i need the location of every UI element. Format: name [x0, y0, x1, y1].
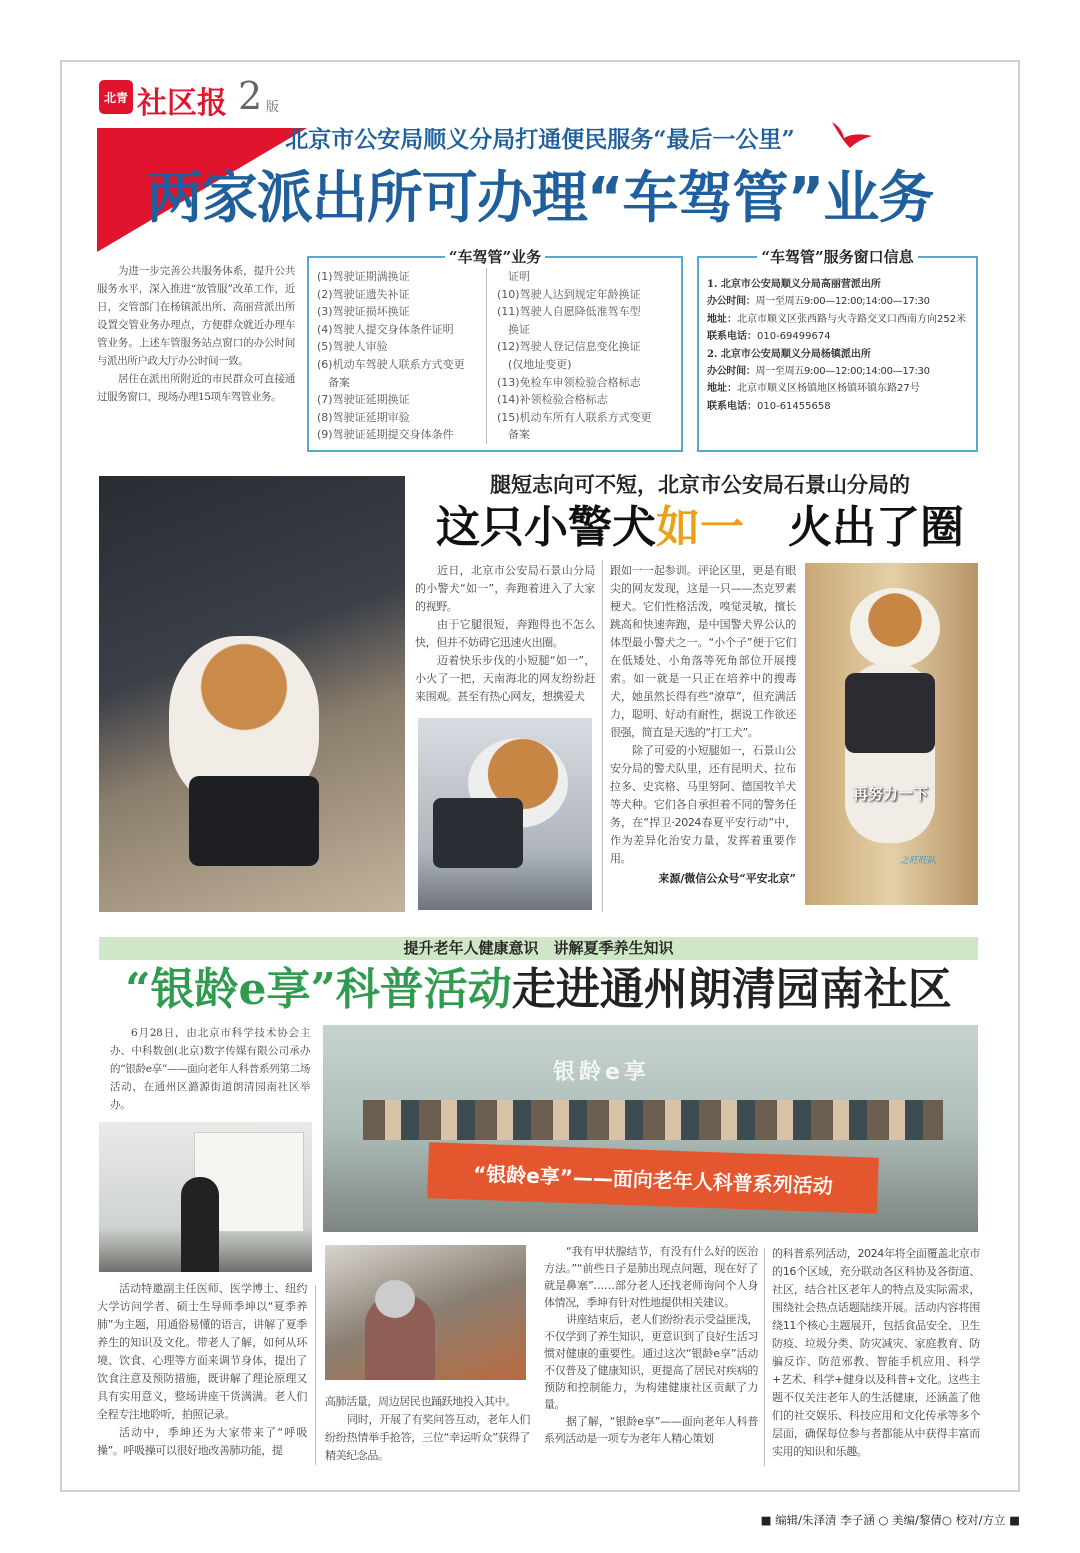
audience-photo [325, 1245, 526, 1380]
page-number: 2 [238, 74, 263, 118]
article1-body [97, 262, 295, 406]
service-item: (仅地址变更) [497, 357, 572, 371]
paragraph: 为进一步完善公共服务体系，提升公共服务水平，深入推进“放管服”改革工作，近日，交管部门在杨镇派出所、高丽营派出所设置交管业务办理点，方便群众就近办理车管业务。上述车管服务站点窗口的办公时间与派出所户政大厅办公时间一致。 [97, 265, 295, 367]
service-item: (9)驾驶证延期提交身体条件 [317, 428, 454, 442]
value: 010-61455658 [757, 400, 831, 412]
service-item: (10)驾驶人达到规定年龄换证 [497, 287, 641, 301]
paragraph: 的科普系列活动，2024年将全面覆盖北京市的16个区域，充分联动各区科协及各街道、社区，结合社区老年人的特点及实际需求，围绕社会热点话题陆续开展。活动内容将围绕11个核心主题展开，包括食品安全、卫生防疫、垃圾分类、防灾减灾、家庭教育、防骗反诈、防范邪教、智能手机应用、科学+艺术、科学+健身以及科普+文化。这些主题不仅关注老年人的生活健康，还涵盖了他们的社交娱乐、科技应用和文化传承等多个层面，确保每位参与者都能从中获得丰富而实用的知识和乐趣。 [772, 1247, 980, 1458]
headline-dark: 走进通州朗清园南社区 [511, 964, 952, 1015]
station-name: 1. 北京市公安局顺义分局高丽营派出所 [707, 279, 881, 290]
article1-kicker: 北京市公安局顺义分局打通便民服务“最后一公里” [285, 126, 795, 153]
value: 北京市顺义区张西路与火寺路交叉口西南方向252米 [737, 313, 967, 325]
services-col-1 [317, 268, 487, 444]
service-item: (15)机动车所有人联系方式变更 [497, 410, 652, 424]
service-item: (3)驾驶证损坏换证 [317, 305, 410, 319]
services-col-2 [487, 268, 652, 444]
station-entry [707, 346, 968, 416]
article2-source: 来源/微信公众号“平安北京” [658, 872, 796, 885]
station-address [707, 380, 968, 397]
photo-caption: 再努力一下 [853, 785, 929, 803]
label: 办公时间： [707, 296, 756, 308]
paragraph: “我有甲状腺结节，有没有什么好的医治方法。”“前些日子是肺出现点问题，现在好了就是鼻塞”……部分老人还找老师询问个人身体情况，季坤有针对性地提供相关建议。 [544, 1245, 758, 1309]
paragraph: 除了可爱的小短腿如一，石景山公安分局的警犬队里，还有昆明犬、拉布拉多、史宾格、马里努阿、德国牧羊犬等犬种。它们各自承担着不同的警务任务，在“捍卫·2024春夏平安行动”中，作为差异化治安力量，发挥着重要作用。 [610, 744, 796, 865]
photo-watermark: 之旺旺队 [900, 856, 937, 866]
masthead-name: 社区报 [137, 86, 227, 121]
article2-headline [420, 502, 980, 554]
service-item: (7)驾驶证延期换证 [317, 393, 410, 407]
station-name: 2. 北京市公安局顺义分局杨镇派出所 [707, 348, 871, 360]
station-address [707, 311, 968, 328]
label: 地址： [707, 383, 737, 395]
paragraph: 高肺活量，周边居民也踊跃地投入其中。 [325, 1395, 516, 1408]
footer-credits: ■ 编辑/朱泽清 李子涵 ○ 美编/黎倩○ 校对/方立 ■ [760, 1513, 1020, 1527]
service-item: 换证 [497, 322, 530, 336]
article3-col-b [325, 1393, 530, 1465]
article3-col-d [772, 1245, 980, 1461]
article1-headline: 两家派出所可办理“车驾管”业务 [146, 166, 934, 231]
activity-banner: “银龄e享”——面向老年人科普系列活动 [427, 1142, 879, 1214]
service-item: (4)驾驶人提交身体条件证明 [317, 322, 454, 336]
service-item: 备案 [497, 428, 530, 442]
value: 周一至周五9:00—12:00;14:00—17:30 [755, 296, 930, 308]
services-box [307, 248, 683, 452]
paragraph: 近日，北京市公安局石景山分局的小警犬“如一”，奔跑着进入了大家的视野。 [415, 564, 595, 613]
headline-part: 这只小警犬 [436, 502, 656, 553]
article3-headline [99, 963, 978, 1017]
label: 地址： [707, 313, 737, 325]
article2-col1 [415, 562, 595, 706]
article3-band: 提升老年人健康意识 讲解夏季养生知识 [99, 937, 978, 960]
label: 联系电话： [707, 400, 757, 412]
paragraph: 活动中，季坤还为大家带来了“呼吸操”。呼吸操可以很好地改善肺功能，提 [97, 1426, 307, 1457]
paragraph: 迈着快乐步伐的小短腿“如一”，小火了一把，天南海北的网友纷纷赶来围观。甚至有热心网友，想携爱犬 [415, 654, 595, 703]
paragraph: 据了解，“银龄e享”——面向老年人科普系列活动是一项专为老年人精心策划 [544, 1415, 758, 1445]
headline-green: “银龄e享”科普活动 [125, 964, 512, 1015]
service-item: (5)驾驶人审验 [317, 340, 388, 354]
paragraph: 6月28日，由北京市科学技术协会主办、中科数创(北京)数字传媒有限公司承办的“银龄e享”——面向老年人科普系列第二场活动，在通州区潞源街道朗清园南社区举办。 [110, 1027, 310, 1111]
paragraph: 由于它腿很短，奔跑得也不怎么快，但并不妨碍它迅速火出圈。 [415, 618, 595, 649]
masthead-logo: 北青 [99, 80, 133, 114]
window-box-title: “车驾管”服务窗口信息 [757, 248, 917, 266]
group-photo [323, 1025, 978, 1232]
paragraph: 跟如一一起参训。评论区里，更是有眼尖的网友发现，这是一只——杰克罗素梗犬。它们性格活泼，嗅觉灵敏，擅长跳高和快速奔跑，是中国警犬界公认的体型最小警犬之一。“小个子”便于它们在低矮处、小角落等死角部位开展搜索。如一就是一只正在培养中的搜毒犬，她虽然长得有些“潦草”，但充满活力，聪明、好动有耐性，据说工作欲还很强，简直是天选的“打工犬”。 [610, 564, 796, 739]
dog-photo-standing [805, 563, 978, 905]
service-item: 证明 [497, 270, 530, 283]
services-box-title: “车驾管”业务 [445, 248, 545, 266]
service-item: (11)驾驶人自愿降低准驾车型 [497, 305, 641, 319]
station-hours [707, 363, 968, 380]
stations-list [707, 276, 968, 415]
station-phone [707, 328, 968, 345]
column-divider [764, 1248, 765, 1466]
dog-photo-main [99, 476, 405, 912]
value: 北京市顺义区杨镇地区杨镇环镇东路27号 [737, 383, 920, 395]
paragraph: 居住在派出所附近的市民群众可直接通过服务窗口，现场办理15项车驾管业务。 [97, 373, 295, 403]
station-entry [707, 276, 968, 346]
window-info-box [697, 248, 978, 452]
station-hours [707, 293, 968, 310]
column-divider [602, 560, 603, 912]
page-suffix: 版 [266, 100, 280, 115]
service-item: (1)驾驶证期满换证 [317, 270, 410, 283]
column-divider [315, 1285, 316, 1465]
value: 周一至周五9:00—12:00;14:00—17:30 [755, 366, 930, 378]
dog-photo-running [418, 718, 592, 910]
service-item: (14)补领检验合格标志 [497, 393, 608, 407]
article2-col2 [610, 562, 796, 888]
service-item: 备案 [317, 375, 350, 389]
article2-kicker: 腿短志向可不短，北京市公安局石景山分局的 [490, 472, 910, 497]
label: 联系电话： [707, 331, 757, 343]
lecturer-photo [99, 1122, 312, 1272]
service-item: (13)免检车申领检验合格标志 [497, 375, 641, 389]
station-phone [707, 398, 968, 415]
paragraph: 讲座结束后，老人们纷纷表示受益匪浅，不仅学到了养生知识，更意识到了良好生活习惯对健康的重要性。通过这次“银龄e享”活动不仅普及了健康知识，更提高了居民对疾病的预防和控制能力，为构建健康社区贡献了力量。 [544, 1313, 758, 1411]
service-item: (8)驾驶证延期审验 [317, 410, 410, 424]
service-item: (12)驾驶人登记信息变化换证 [497, 340, 641, 354]
article3-col-c [544, 1243, 758, 1447]
service-item: (6)机动车驾驶人联系方式变更 [317, 357, 465, 371]
screen-text: 银龄e享 [553, 1060, 650, 1085]
value: 010-69499674 [757, 331, 831, 343]
paragraph: 活动特邀副主任医师、医学博士、纽约大学访问学者、硕士生导师季坤以“夏季养肺”为主题，用通俗易懂的语言，讲解了夏季养生的知识及文化。带老人了解，如何从环境、饮食、心理等方面来调节身体，提出了饮食注意及预防措施，既讲解了理论原理又具有实用意义，整场讲座干货满满。老人们全程专注地聆听，拍照记录。 [97, 1282, 307, 1421]
headline-part: 火出了圈 [744, 502, 964, 553]
article3-col-a [97, 1280, 307, 1460]
article3-intro [110, 1024, 310, 1114]
paragraph: 同时，开展了有奖问答互动，老年人们纷纷热情举手抢答，三位“幸运听众”获得了精美纪念品。 [325, 1413, 530, 1462]
label: 办公时间： [707, 366, 756, 378]
service-item: (2)驾驶证遗失补证 [317, 287, 410, 301]
headline-highlight: 如一 [656, 502, 744, 553]
